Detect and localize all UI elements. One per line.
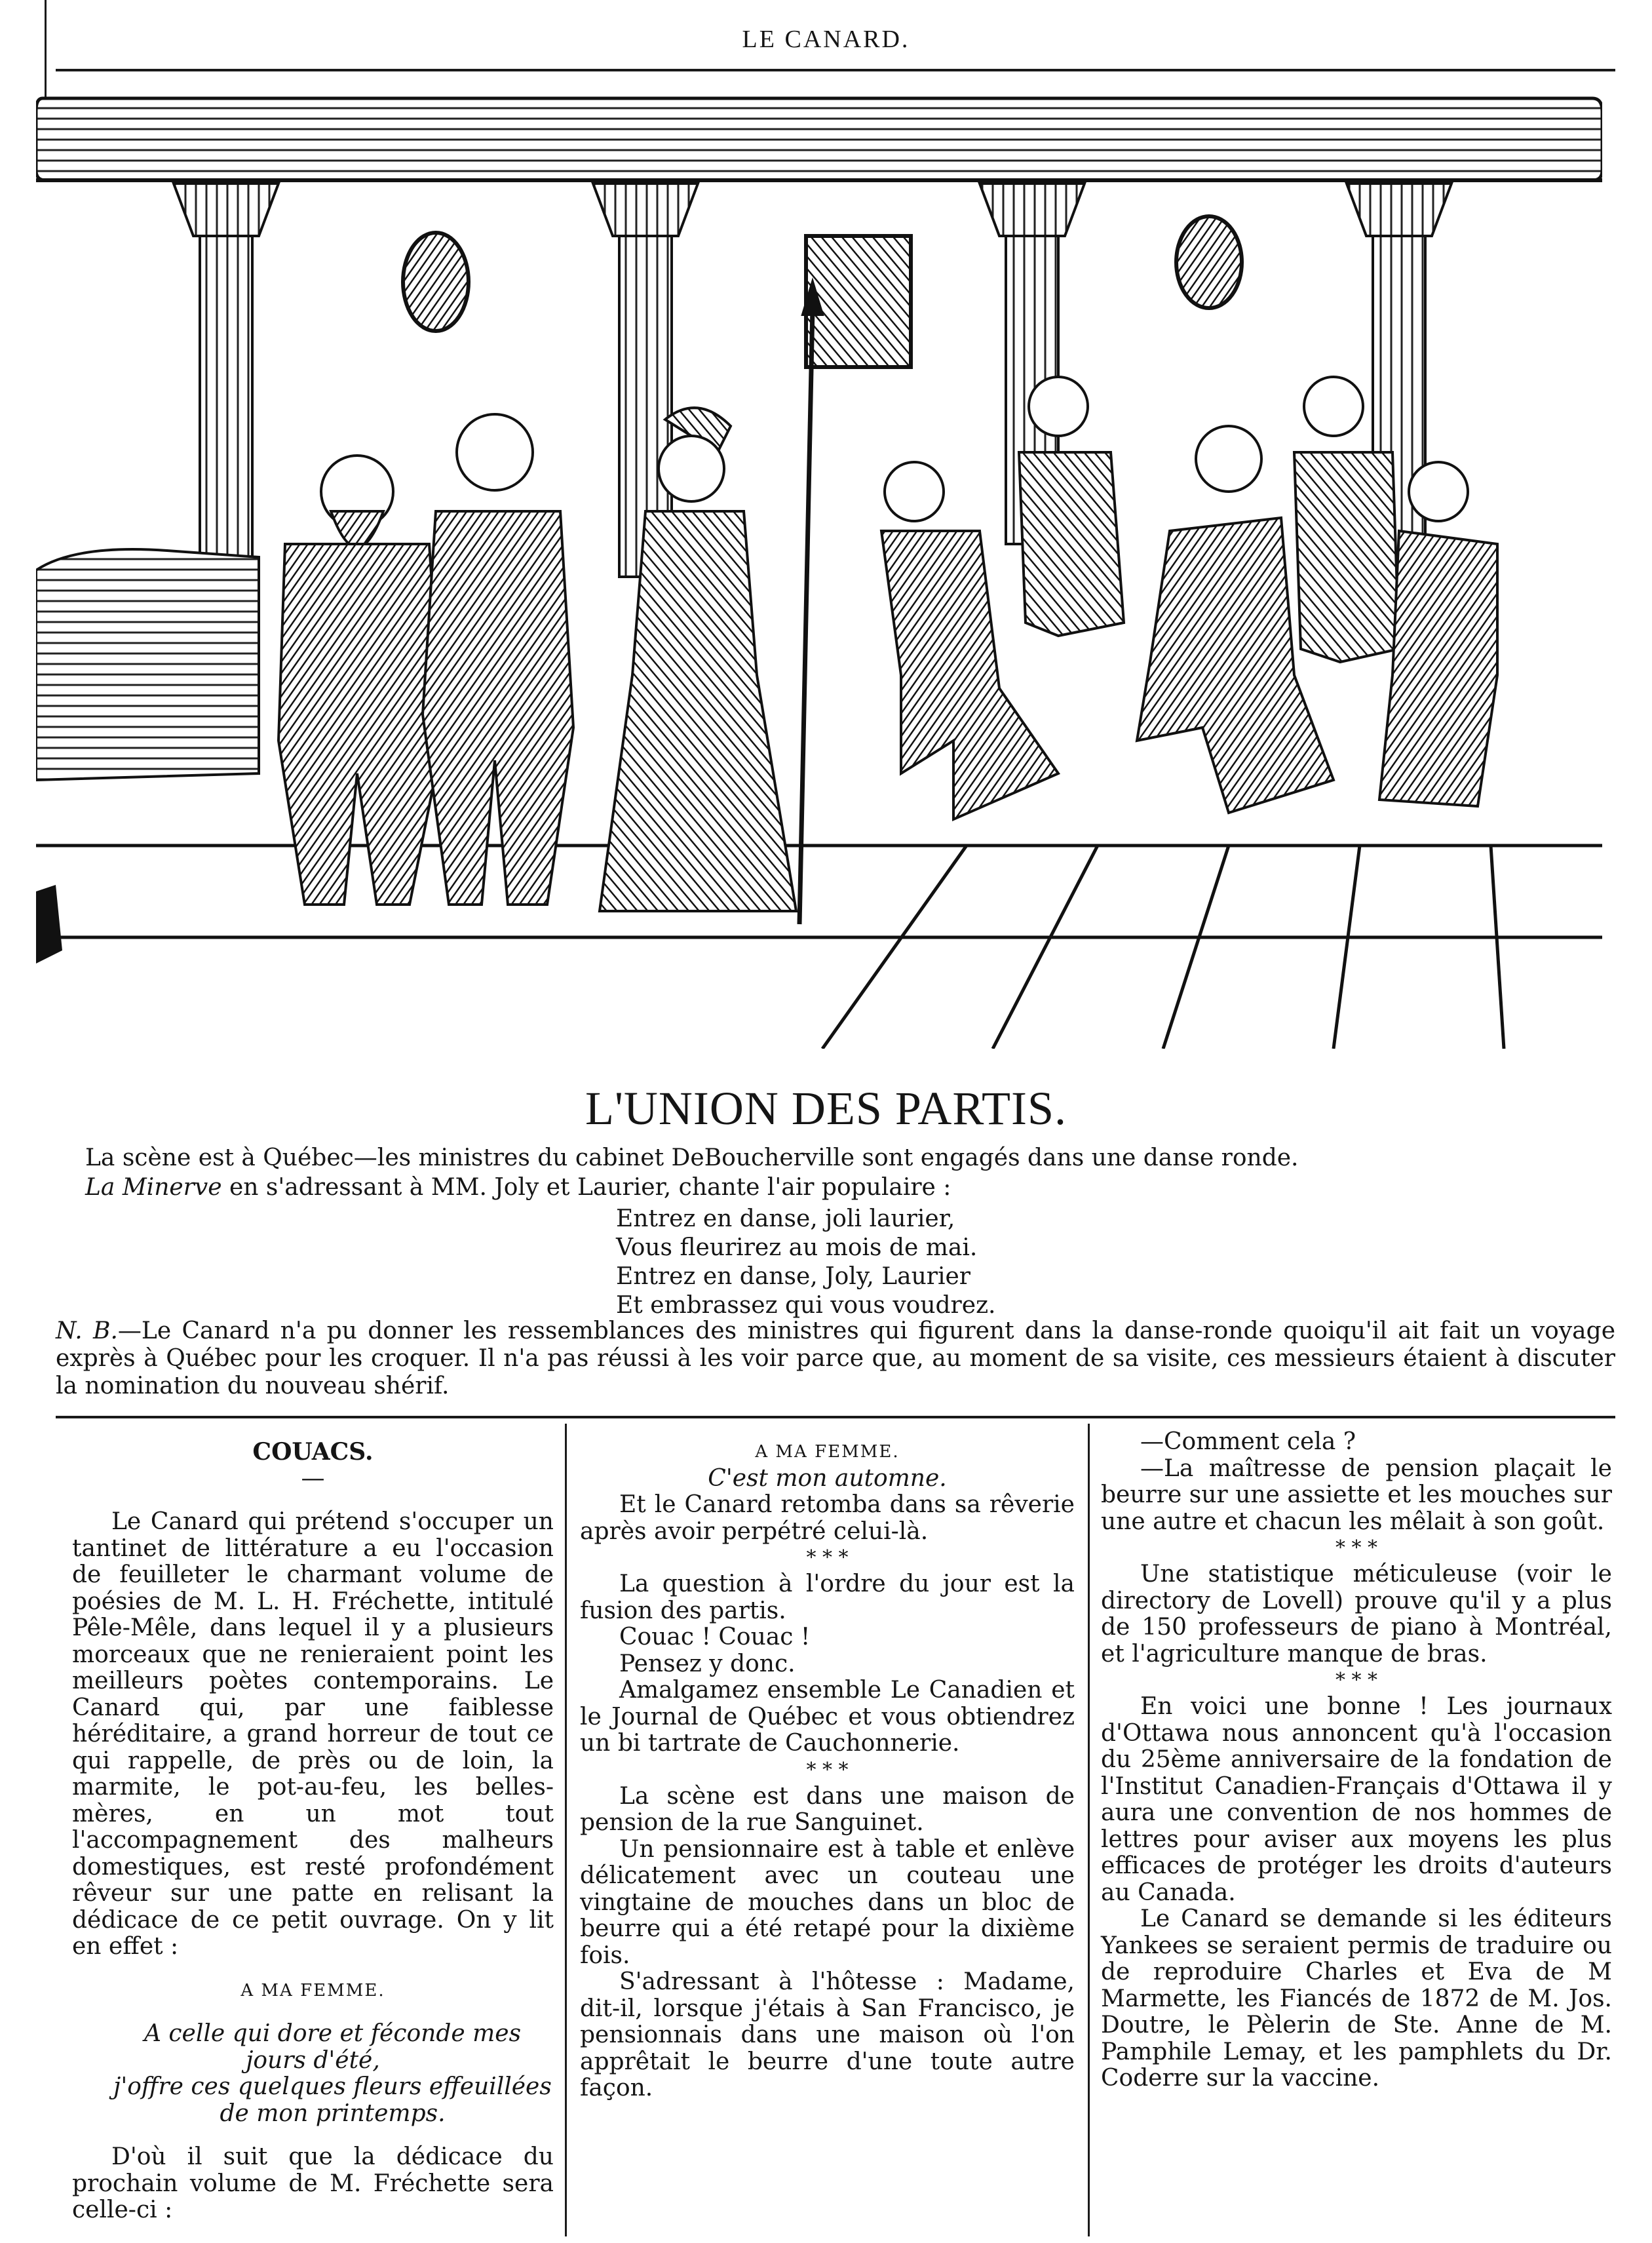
paragraph: —La maîtresse de pension plaçait le beurre sur une assiette et les mouches sur une autre et chacun les mêlait à son goût. <box>1101 1454 1612 1535</box>
nb-text: —Le Canard n'a pu donner les ressemblances des ministres qui figurent dans la danse-ronde quoiqu'il ait fait un voyage exprès à Québec pour les croquer. Il n'a pas réussi à les voir parce que, au moment de sa visite, ces messieurs étaient à discuter la nomination du nouveau shérif. <box>56 1317 1615 1399</box>
paragraph: S'adressant à l'hôtesse : Madame, dit-il, lorsque j'étais à San Francisco, je pensionnais dans une maison où l'on apprêtait le beurre d'une toute autre façon. <box>580 1968 1075 2101</box>
asterism: * * * <box>1335 1536 1378 1559</box>
page-header: LE CANARD. <box>742 26 910 53</box>
column-divider <box>1088 1424 1090 2236</box>
paragraph: Le Canard qui prétend s'occuper un tantinet de littérature a eu l'occasion de feuilleter le charmant volume de poésies de M. L. H. Fréchette, intitulé Pêle-Mêle, dans lequel il y a plusieurs morceaux que ne renieraient point les meilleurs poètes contemporains. Le Canard qui, par une faiblesse héréditaire, a grand horreur de tout ce qui rappelle, de près ou de loin, la marmite, le pot-au-feu, les belles-mères, en un mot tout l'accompagnement des malheurs domestiques, est resté profondément rêveur sur une patte en relisant la dédicace de ce petit ouvrage. On y lit en effet : <box>72 1508 554 1960</box>
song-line: Entrez en danse, Joly, Laurier <box>616 1263 971 1290</box>
minerve-name: La Minerve <box>85 1174 222 1201</box>
cartoon-caption-line2 <box>85 1173 951 1202</box>
paragraph: —Comment cela ? <box>1140 1428 1356 1455</box>
column-divider <box>565 1424 567 2236</box>
paragraph: D'où il suit que la dédicace du prochain volume de M. Fréchette sera celle-ci : <box>72 2143 554 2223</box>
paragraph: La question à l'ordre du jour est la fusion des partis. <box>580 1570 1075 1624</box>
paragraph: La scène est dans une maison de pension de la rue Sanguinet. <box>580 1782 1075 1836</box>
asterism: * * * <box>1335 1669 1378 1692</box>
paragraph: Le Canard se demande si les éditeurs Yankees se seraient permis de traduire ou de reproduire Charles et Eva de M Marmette, les Fiancés de 1872 de M. Jos. Doutre, le Pèlerin de Ste. Anne de M. Pamphile Lemay, et les pamphlets du Dr. Coderre sur la vaccine. <box>1101 1905 1612 2092</box>
dedication-line: j'offre ces quelques fleurs effeuillées <box>113 2073 552 2100</box>
nb-label: N. B. <box>56 1317 118 1344</box>
paragraph: Un pensionnaire est à table et enlève délicatement avec un couteau une vingtaine de mouches dans un bloc de beurre qui a été retapé pour la dixième fois. <box>580 1835 1075 1969</box>
cartoon-illustration <box>36 85 1602 1049</box>
column-1 <box>72 1439 554 2224</box>
paragraph: Couac ! Couac ! <box>619 1624 811 1650</box>
header-rule <box>56 69 1615 71</box>
dedication-line: de mon printemps. <box>220 2099 446 2127</box>
paragraph: Une statistique méticuleuse (voir le directory de Lovell) prouve qu'il y a plus de 150 professeurs de piano à Montréal, et l'agriculture manque de bras. <box>1101 1561 1612 1668</box>
subhead-a-ma-femme: A MA FEMME. <box>755 1442 900 1462</box>
dedication-line: A celle qui dore et féconde mes jours d'été, <box>144 2020 522 2074</box>
asterism: * * * <box>806 1758 849 1782</box>
cartoon-title: L'UNION DES PARTIS. <box>585 1082 1067 1135</box>
asterism: * * * <box>806 1546 849 1569</box>
song-line: Et embrassez qui vous voudrez. <box>616 1292 996 1319</box>
cartoon-caption-line1: La scène est à Québec—les ministres du cabinet DeBoucherville sont engagés dans une danse ronde. <box>85 1144 1299 1171</box>
paragraph: Et le Canard retomba dans sa rêverie après avoir perpétré celui-là. <box>580 1491 1075 1545</box>
paragraph: En voici une bonne ! Les journaux d'Ottawa nous annoncent qu'à l'occasion du 25ème anniversaire de la fondation de l'Institut Canadien-Français d'Ottawa il y aura une convention de nos hommes de lettres pour aviser aux moyens les plus efficaces de protéger les droits d'auteurs au Canada. <box>1101 1693 1612 1906</box>
song-line: Vous fleurirez au mois de mai. <box>616 1234 978 1261</box>
paragraph: Pensez y donc. <box>619 1650 796 1677</box>
column-3 <box>1101 1429 1612 2092</box>
song-verse <box>616 1205 995 1320</box>
couacs-heading: COUACS. <box>252 1438 374 1466</box>
dash-separator: — <box>301 1464 325 1492</box>
column-2 <box>580 1439 1075 2102</box>
song-line: Entrez en danse, joli laurier, <box>616 1205 955 1232</box>
nota-bene <box>56 1317 1615 1400</box>
subhead-a-ma-femme: A MA FEMME. <box>240 1980 385 2000</box>
caption-line2-rest: en s'adressant à MM. Joly et Laurier, chante l'air populaire : <box>221 1174 951 1201</box>
paragraph: Amalgamez ensemble Le Canadien et le Journal de Québec et vous obtiendrez un bi tartrate de Cauchonnerie. <box>580 1677 1075 1757</box>
section-rule <box>56 1416 1615 1418</box>
subtitle: C'est mon automne. <box>708 1464 947 1492</box>
